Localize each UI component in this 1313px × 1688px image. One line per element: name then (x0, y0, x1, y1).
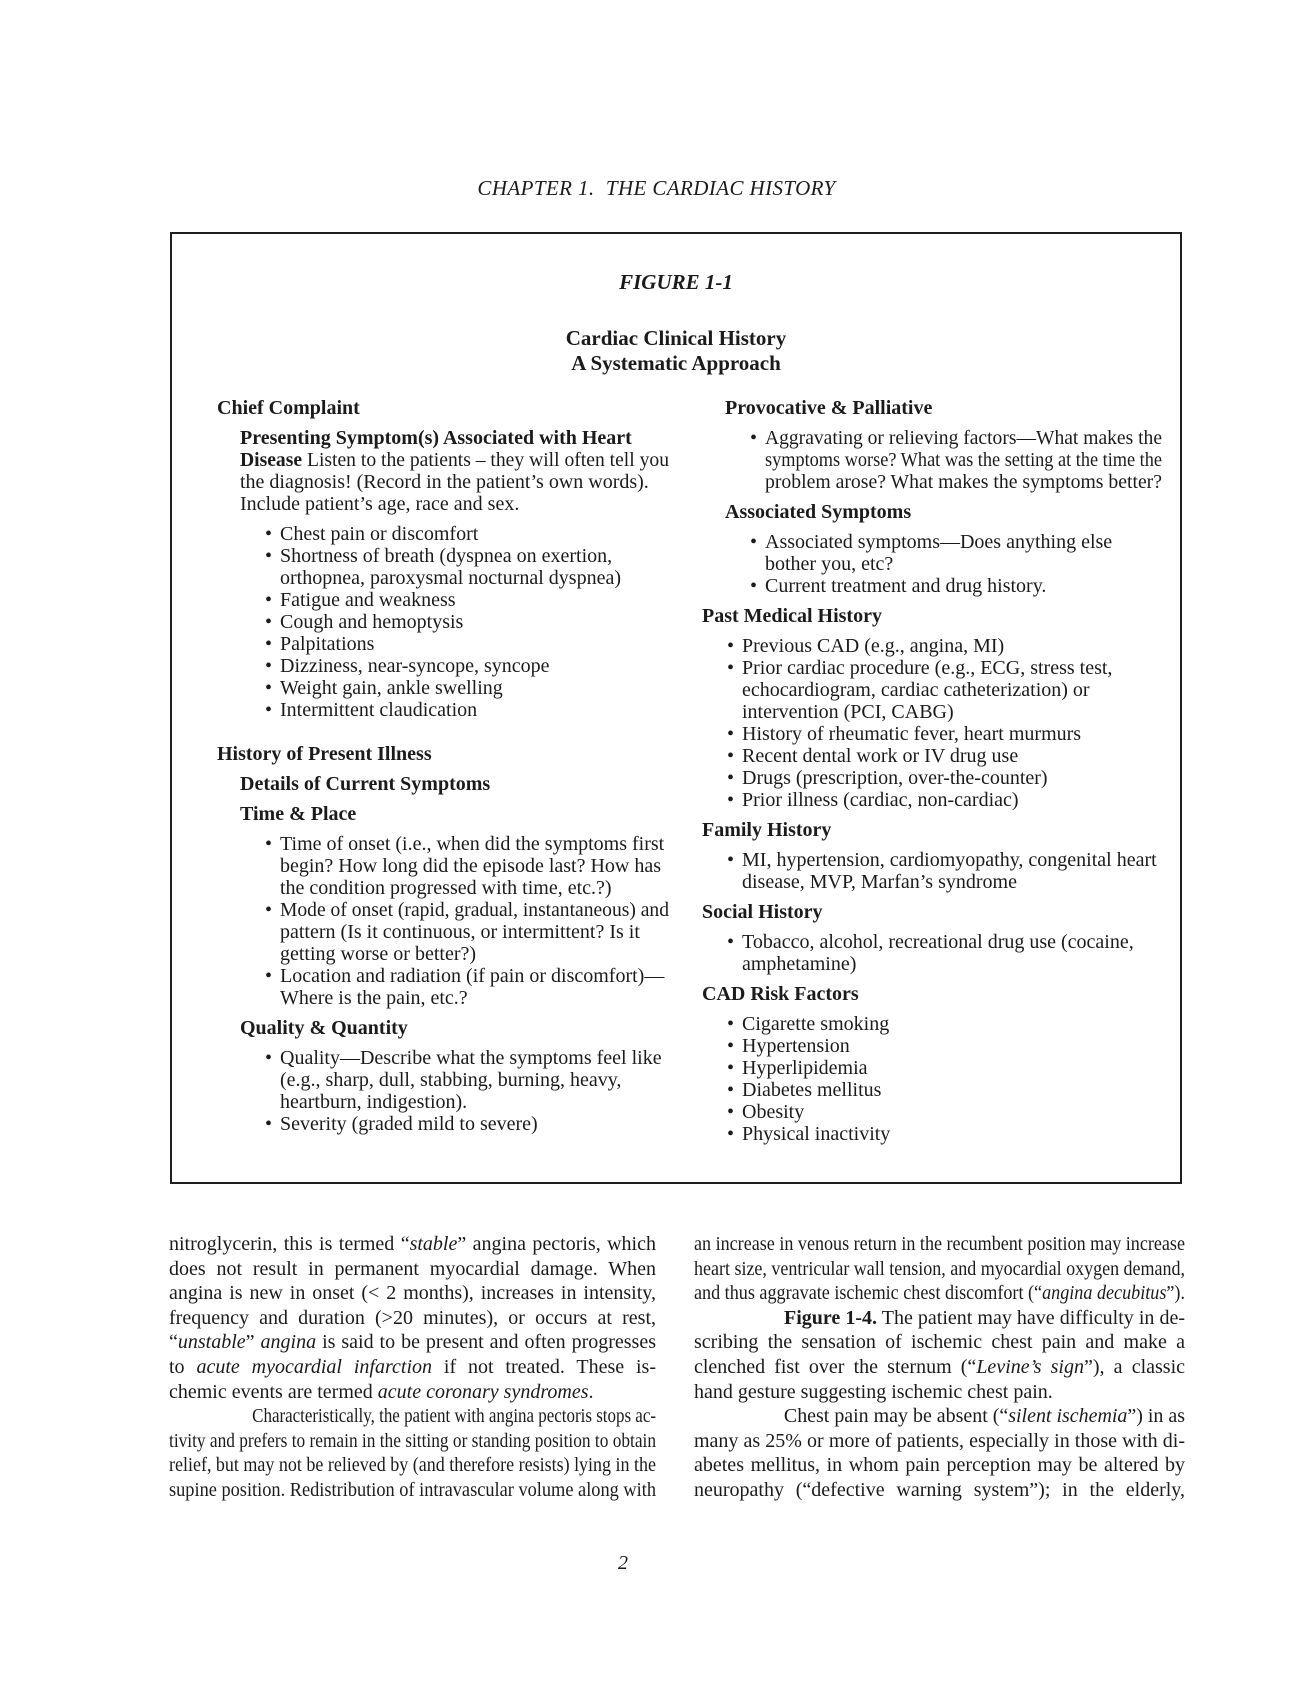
bullet-item (702, 767, 1162, 789)
figure-heading: History of Present Illness (217, 743, 432, 765)
figure-heading: Provocative & Palliative (725, 397, 933, 419)
body-paragraph (169, 1232, 656, 1404)
text-line: intervention (PCI, CABG) (742, 701, 954, 723)
text-line: Diabetes mellitus (742, 1079, 882, 1101)
bullet-icon: • (727, 789, 735, 811)
figure-heading: Details of Current Symptoms (240, 773, 491, 795)
figure-title-line-1: Cardiac Clinical History (565, 326, 787, 350)
bullet-item (217, 833, 669, 899)
bullet-item (702, 1123, 1162, 1145)
body-paragraph (694, 1306, 1185, 1404)
text-line: disease, MVP, Marfan’s syndrome (742, 871, 1017, 893)
bullet-item (702, 531, 1162, 575)
text-line: Time of onset (i.e., when did the symptoms first (280, 833, 665, 855)
text-line: (e.g., sharp, dull, stabbing, burning, heavy, (280, 1069, 622, 1091)
text-line: Cigarette smoking (742, 1013, 890, 1035)
bullet-icon: • (727, 767, 735, 789)
text-line: an increase in venous return in the recumbent position may increase (694, 1233, 1185, 1255)
bullet-item (217, 545, 669, 589)
text-line: relief, but may not be relieved by (and therefore resists) lying in the (169, 1454, 656, 1477)
text-line: many as 25% or more of patients, especially in those with di- (694, 1429, 1185, 1452)
text-line: Characteristically, the patient with angina pectoris stops ac- (252, 1405, 656, 1428)
bullet-list (702, 635, 1162, 811)
bullet-item (702, 723, 1162, 745)
bullet-item (217, 611, 669, 633)
bullet-item (702, 1035, 1162, 1057)
text-line: Tobacco, alcohol, recreational drug use (cocaine, (742, 931, 1134, 953)
bullet-icon: • (265, 545, 273, 567)
text-line: Dizziness, near-syncope, syncope (280, 655, 550, 677)
bullet-icon: • (727, 849, 735, 871)
bullet-icon: • (265, 655, 273, 677)
text-line: Recent dental work or IV drug use (742, 745, 1019, 767)
bullet-item (702, 1079, 1162, 1101)
figure-heading: Time & Place (240, 803, 357, 825)
bullet-icon: • (265, 899, 273, 921)
text-line: nitroglycerin, this is termed “stable” angina pectoris, which (169, 1233, 656, 1255)
bullet-icon: • (750, 575, 758, 597)
bullet-item (702, 931, 1162, 975)
figure-heading: Family History (702, 819, 832, 841)
text-line: Weight gain, ankle swelling (280, 677, 503, 699)
bullet-icon: • (727, 1079, 735, 1101)
figure-left-column (217, 397, 669, 1135)
bullet-icon: • (727, 657, 735, 679)
bullet-list (702, 849, 1162, 893)
text-line: Location and radiation (if pain or discomfort)— (280, 965, 665, 987)
bullet-item (217, 633, 669, 655)
text-line: Aggravating or relieving factors—What makes the (765, 427, 1162, 449)
bullet-icon: • (265, 699, 273, 721)
text-line: Drugs (prescription, over-the-counter) (742, 767, 1048, 789)
bullet-icon: • (265, 523, 273, 545)
text-line: and thus aggravate ischemic chest discomfort (“angina decubitus”). (694, 1282, 1185, 1305)
figure-title (172, 326, 1180, 376)
text-line: Chest pain may be absent (“silent ischemia”) in as (783, 1405, 1185, 1428)
figure-heading: Social History (702, 901, 823, 923)
text-line: Intermittent claudication (280, 699, 478, 721)
bullet-icon: • (727, 1035, 735, 1057)
text-line: amphetamine) (742, 953, 857, 975)
bullet-icon: • (265, 611, 273, 633)
text-line: Physical inactivity (742, 1123, 891, 1145)
bullet-list (702, 931, 1162, 975)
bullet-icon: • (265, 1047, 273, 1069)
bullet-list (217, 833, 669, 1009)
text-line: angina is new in onset (< 2 months), increases in intensity, (169, 1282, 656, 1305)
body-paragraph (694, 1232, 1185, 1306)
text-line: to acute myocardial infarction if not treated. These is- (169, 1355, 656, 1378)
chapter-header: CHAPTER 1. THE CARDIAC HISTORY (477, 176, 836, 200)
text-line: tivity and prefers to remain in the sitting or standing position to obtain (169, 1429, 656, 1452)
bullet-item (217, 899, 669, 965)
bullet-icon: • (727, 1101, 735, 1123)
text-line: Hypertension (742, 1035, 850, 1057)
text-line: Cough and hemoptysis (280, 611, 464, 633)
bullet-list (702, 531, 1162, 597)
bullet-icon: • (265, 589, 273, 611)
bullet-icon: • (750, 427, 758, 449)
text-line: Obesity (742, 1101, 805, 1123)
text-line: the diagnosis! (Record in the patient’s own words). (240, 471, 649, 493)
bullet-icon: • (265, 633, 273, 655)
bullet-item (702, 427, 1162, 493)
bullet-item (217, 523, 669, 545)
bullet-list (702, 1013, 1162, 1145)
bullet-icon: • (265, 965, 273, 987)
bullet-item (217, 655, 669, 677)
text-line: clenched fist over the sternum (“Levine’s sign”), a classic (694, 1355, 1186, 1378)
text-line: chemic events are termed acute coronary syndromes. (169, 1380, 594, 1403)
bullet-list (702, 427, 1162, 493)
text-line: Figure 1-4. The patient may have difficulty in de- (784, 1306, 1186, 1329)
bullet-icon: • (727, 745, 735, 767)
text-line: Prior cardiac procedure (e.g., ECG, stress test, (742, 657, 1113, 679)
bullet-item (217, 965, 669, 1009)
text-line: echocardiogram, cardiac catheterization) or (742, 679, 1090, 701)
figure-title-line-2: A Systematic Approach (571, 351, 781, 375)
bullet-item (217, 1047, 669, 1113)
text-line: Include patient’s age, race and sex. (240, 493, 520, 515)
text-line: frequency and duration (>20 minutes), or occurs at rest, (169, 1306, 656, 1329)
text-line: Chest pain or discomfort (280, 523, 479, 545)
text-line: heart size, ventricular wall tension, and myocardial oxygen demand, (694, 1257, 1185, 1280)
bullet-item (702, 1057, 1162, 1079)
bullet-item (702, 575, 1162, 597)
figure-heading: Past Medical History (702, 605, 882, 627)
bullet-icon: • (265, 677, 273, 699)
bullet-icon: • (727, 1057, 735, 1079)
text-line: MI, hypertension, cardiomyopathy, congenital heart (742, 849, 1157, 871)
bullet-icon: • (727, 1123, 735, 1145)
bullet-icon: • (727, 635, 735, 657)
figure-label: FIGURE 1-1 (619, 270, 733, 294)
text-line: Prior illness (cardiac, non-cardiac) (742, 789, 1019, 811)
text-line: scribing the sensation of ischemic chest pain and make a (694, 1331, 1185, 1354)
bullet-item (217, 589, 669, 611)
text-line: the condition progressed with time, etc.?) (280, 877, 612, 899)
text-line: orthopnea, paroxysmal nocturnal dyspnea) (280, 567, 622, 589)
text-line: Quality—Describe what the symptoms feel like (280, 1047, 662, 1069)
text-line: Hyperlipidemia (742, 1057, 868, 1079)
text-line: supine position. Redistribution of intravascular volume along with (169, 1478, 656, 1501)
figure-heading: Chief Complaint (217, 397, 360, 419)
text-line: problem arose? What makes the symptoms better? (765, 471, 1162, 493)
bullet-item (217, 1113, 669, 1135)
bullet-icon: • (727, 1013, 735, 1035)
bullet-item (217, 677, 669, 699)
text-line: abetes mellitus, in whom pain perception may be altered by (694, 1454, 1185, 1477)
text-line: “unstable” angina is said to be present and often progresses (169, 1331, 656, 1354)
bullet-item (702, 635, 1162, 657)
bullet-item (702, 1101, 1162, 1123)
figure-box (170, 232, 1182, 1184)
page-number: 2 (618, 1552, 628, 1574)
text-line: Previous CAD (e.g., angina, MI) (742, 635, 1005, 657)
text-line: hand gesture suggesting ischemic chest pain. (694, 1380, 1053, 1403)
text-line: Disease Listen to the patients – they will often tell you (240, 449, 669, 471)
body-paragraph (694, 1404, 1185, 1502)
bullet-list (217, 1047, 669, 1135)
text-line: Mode of onset (rapid, gradual, instantaneous) and (280, 899, 669, 921)
text-line: History of rheumatic fever, heart murmurs (742, 723, 1082, 745)
bullet-item (702, 657, 1162, 723)
text-line: Presenting Symptom(s) Associated with Heart (240, 427, 632, 449)
bullet-icon: • (750, 531, 758, 553)
text-line: does not result in permanent myocardial damage. When (169, 1257, 656, 1280)
text-line: symptoms worse? What was the setting at the time the (765, 449, 1162, 471)
text-line: bother you, etc? (765, 553, 894, 575)
text-line: Associated symptoms—Does anything else (765, 531, 1113, 553)
figure-heading: Associated Symptoms (725, 501, 912, 523)
bullet-icon: • (727, 723, 735, 745)
text-line: begin? How long did the episode last? How has (280, 855, 662, 877)
bullet-item (702, 849, 1162, 893)
figure-paragraph (240, 427, 669, 515)
bullet-list (217, 523, 669, 721)
text-line: Fatigue and weakness (280, 589, 456, 611)
text-line: Where is the pain, etc.? (280, 987, 468, 1009)
figure-heading: Quality & Quantity (240, 1017, 408, 1039)
bullet-icon: • (265, 833, 273, 855)
bullet-item (702, 745, 1162, 767)
bullet-item (217, 699, 669, 721)
body-paragraph (169, 1404, 656, 1502)
bullet-icon: • (265, 1113, 273, 1135)
figure-heading: CAD Risk Factors (702, 983, 859, 1005)
text-line: getting worse or better?) (280, 943, 477, 965)
body-right-column (694, 1232, 1185, 1503)
text-line: heartburn, indigestion). (280, 1091, 468, 1113)
body-left-column (169, 1232, 656, 1503)
figure-right-column (702, 397, 1162, 1145)
text-line: neuropathy (“defective warning system”); in the elderly, (694, 1478, 1185, 1501)
bullet-icon: • (727, 931, 735, 953)
text-line: pattern (Is it continuous, or intermittent? Is it (280, 921, 640, 943)
text-line: Severity (graded mild to severe) (280, 1113, 538, 1135)
text-line: Current treatment and drug history. (765, 575, 1047, 597)
bullet-item (702, 789, 1162, 811)
bullet-item (702, 1013, 1162, 1035)
text-line: Palpitations (280, 633, 375, 655)
text-line: Shortness of breath (dyspnea on exertion, (280, 545, 613, 567)
